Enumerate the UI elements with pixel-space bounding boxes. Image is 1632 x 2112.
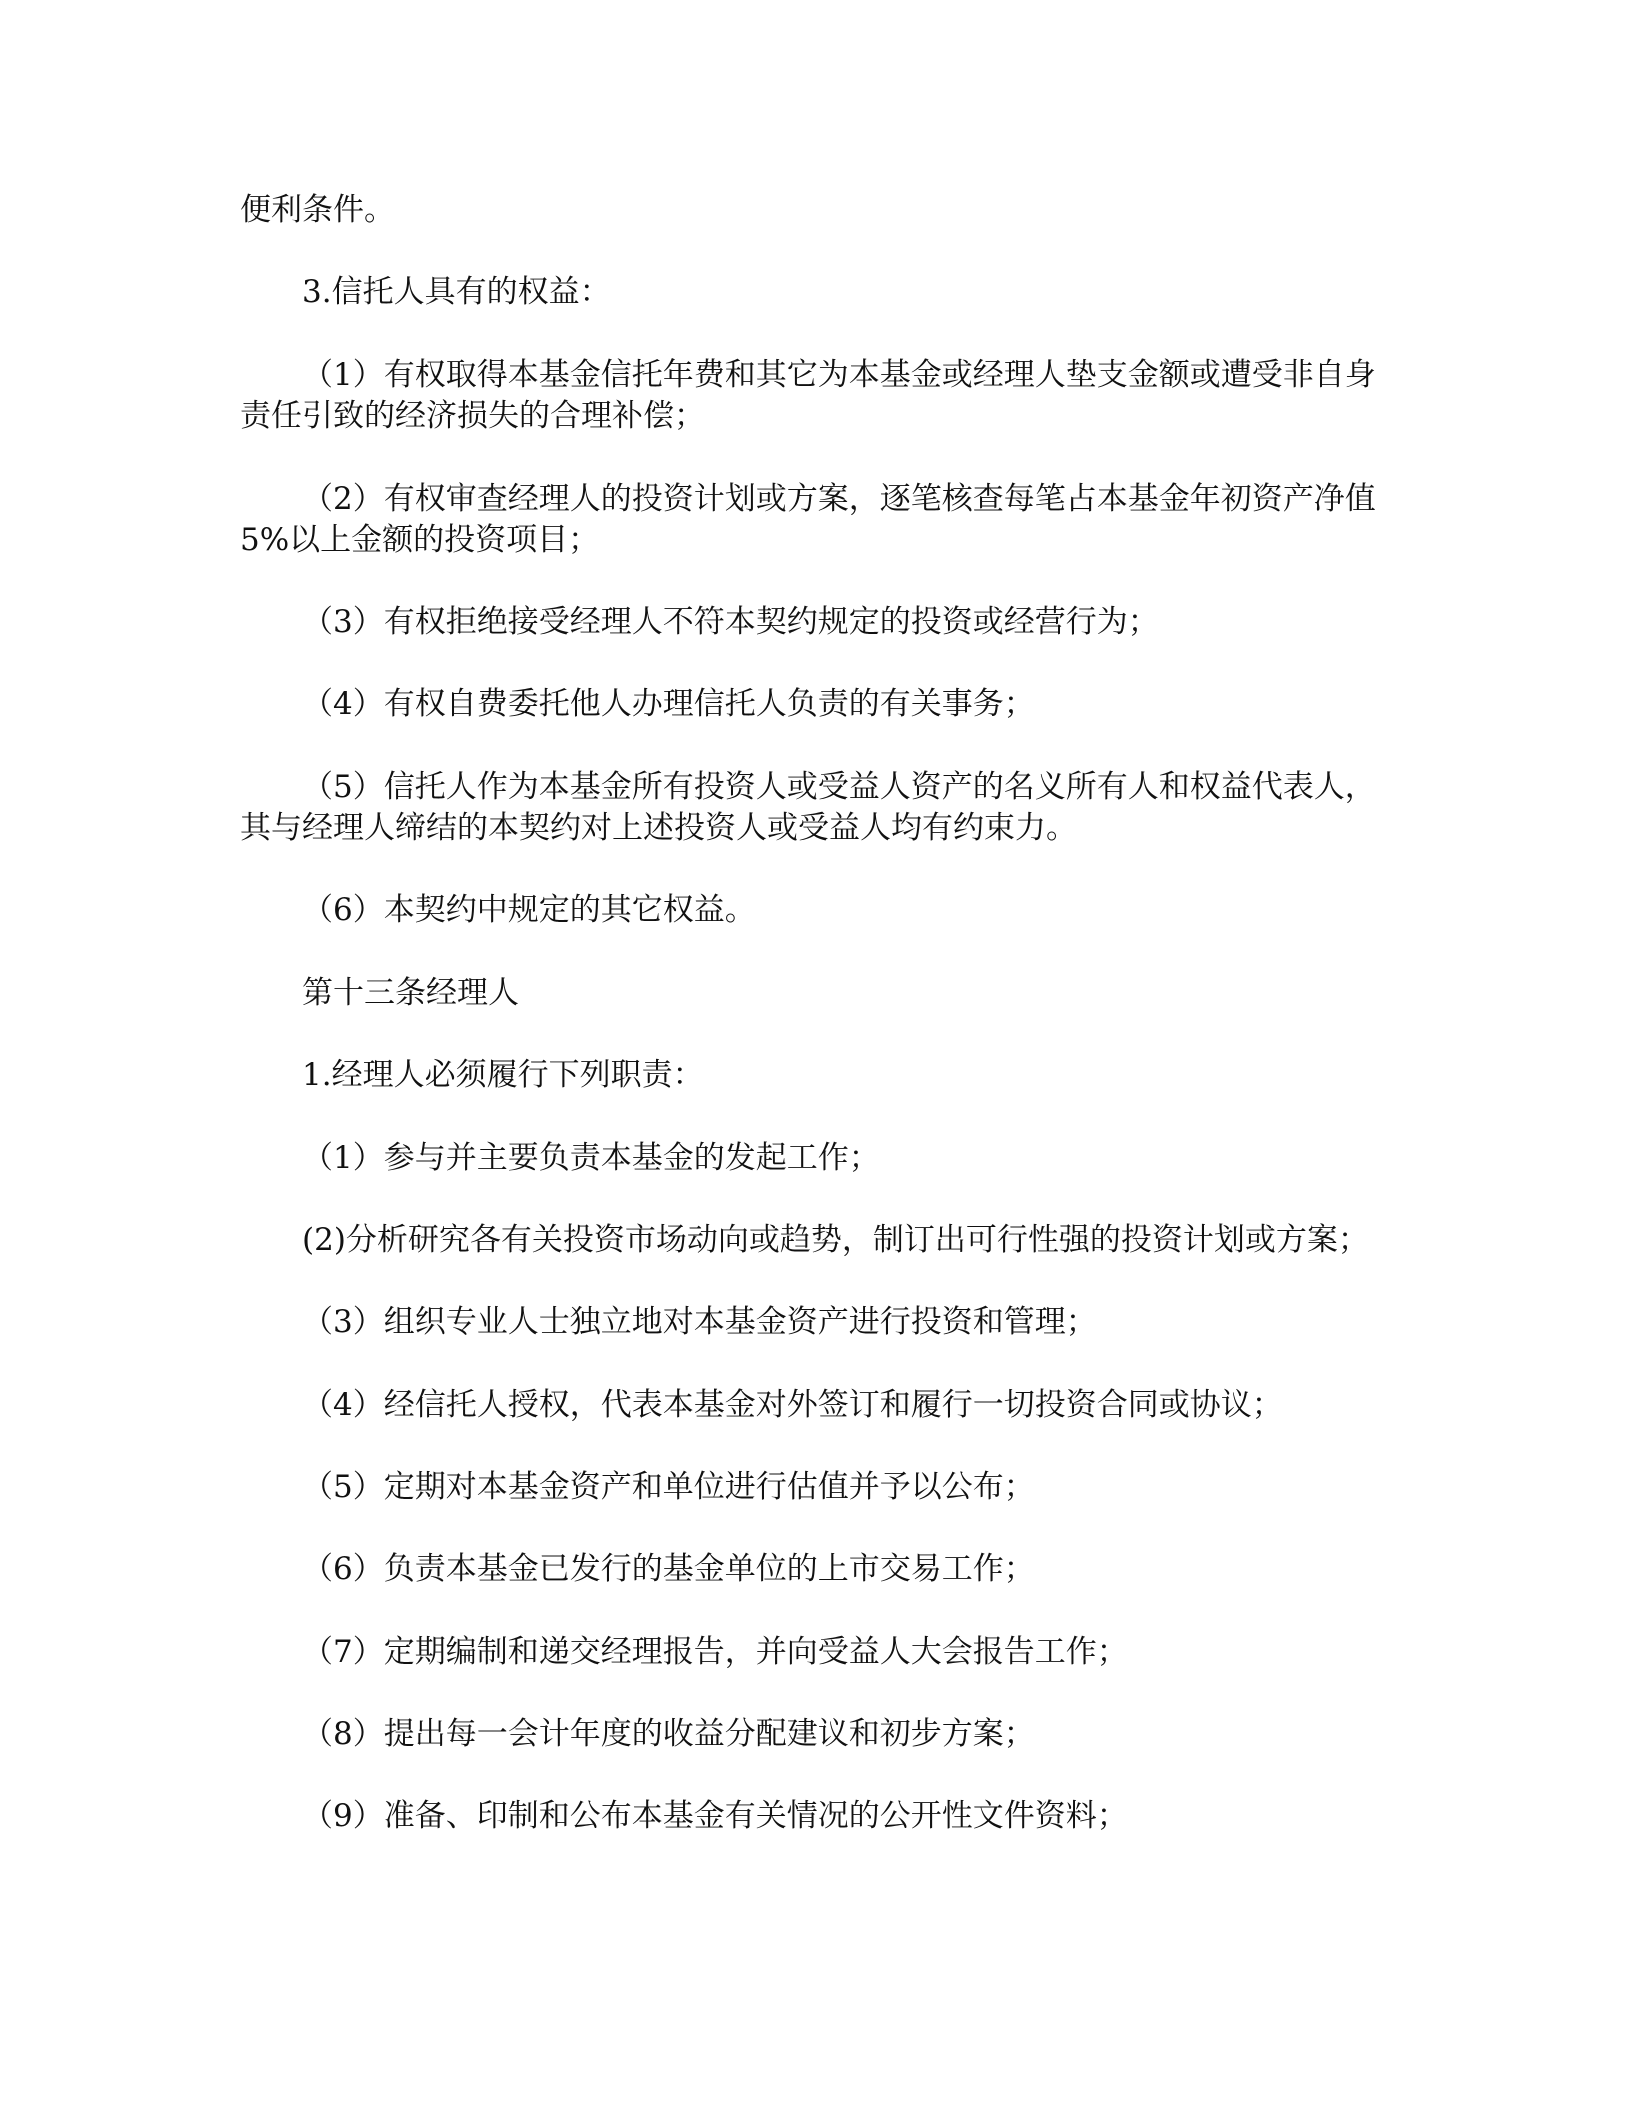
list-item: （7）定期编制和递交经理报告，并向受益人大会报告工作； bbox=[302, 1634, 1128, 1670]
list-item: （5）定期对本基金资产和单位进行估值并予以公布； bbox=[302, 1469, 1035, 1505]
list-item: （9）准备、印制和公布本基金有关情况的公开性文件资料； bbox=[302, 1798, 1128, 1834]
list-item: （3）有权拒绝接受经理人不符本契约规定的投资或经营行为； bbox=[302, 604, 1159, 640]
section-heading: 3.信托人具有的权益： bbox=[302, 274, 611, 310]
list-item: （5）信托人作为本基金所有投资人或受益人资产的名义所有人和权益代表人， bbox=[302, 769, 1376, 805]
list-item: (2)分析研究各有关投资市场动向或趋势，制订出可行性强的投资计划或方案； bbox=[302, 1222, 1369, 1258]
article-heading: 第十三条经理人 bbox=[302, 975, 519, 1011]
list-item-continuation: 5%以上金额的投资项目； bbox=[240, 522, 600, 558]
section-heading: 1.经理人必须履行下列职责： bbox=[302, 1057, 704, 1093]
list-item: （2）有权审查经理人的投资计划或方案，逐笔核查每笔占本基金年初资产净值 bbox=[302, 481, 1376, 517]
list-item: （3）组织专业人士独立地对本基金资产进行投资和管理； bbox=[302, 1304, 1097, 1340]
text-line: 便利条件。 bbox=[240, 192, 395, 228]
list-item: （1）有权取得本基金信托年费和其它为本基金或经理人垫支金额或遭受非自身 bbox=[302, 357, 1376, 393]
list-item: （4）有权自费委托他人办理信托人负责的有关事务； bbox=[302, 686, 1035, 722]
list-item-continuation: 其与经理人缔结的本契约对上述投资人或受益人均有约束力。 bbox=[240, 810, 1077, 846]
list-item: （6）负责本基金已发行的基金单位的上市交易工作； bbox=[302, 1551, 1035, 1587]
list-item: （6）本契约中规定的其它权益。 bbox=[302, 892, 756, 928]
list-item: （8）提出每一会计年度的收益分配建议和初步方案； bbox=[302, 1716, 1035, 1752]
list-item-continuation: 责任引致的经济损失的合理补偿； bbox=[240, 398, 705, 434]
list-item: （1）参与并主要负责本基金的发起工作； bbox=[302, 1140, 880, 1176]
list-item: （4）经信托人授权，代表本基金对外签订和履行一切投资合同或协议； bbox=[302, 1387, 1283, 1423]
